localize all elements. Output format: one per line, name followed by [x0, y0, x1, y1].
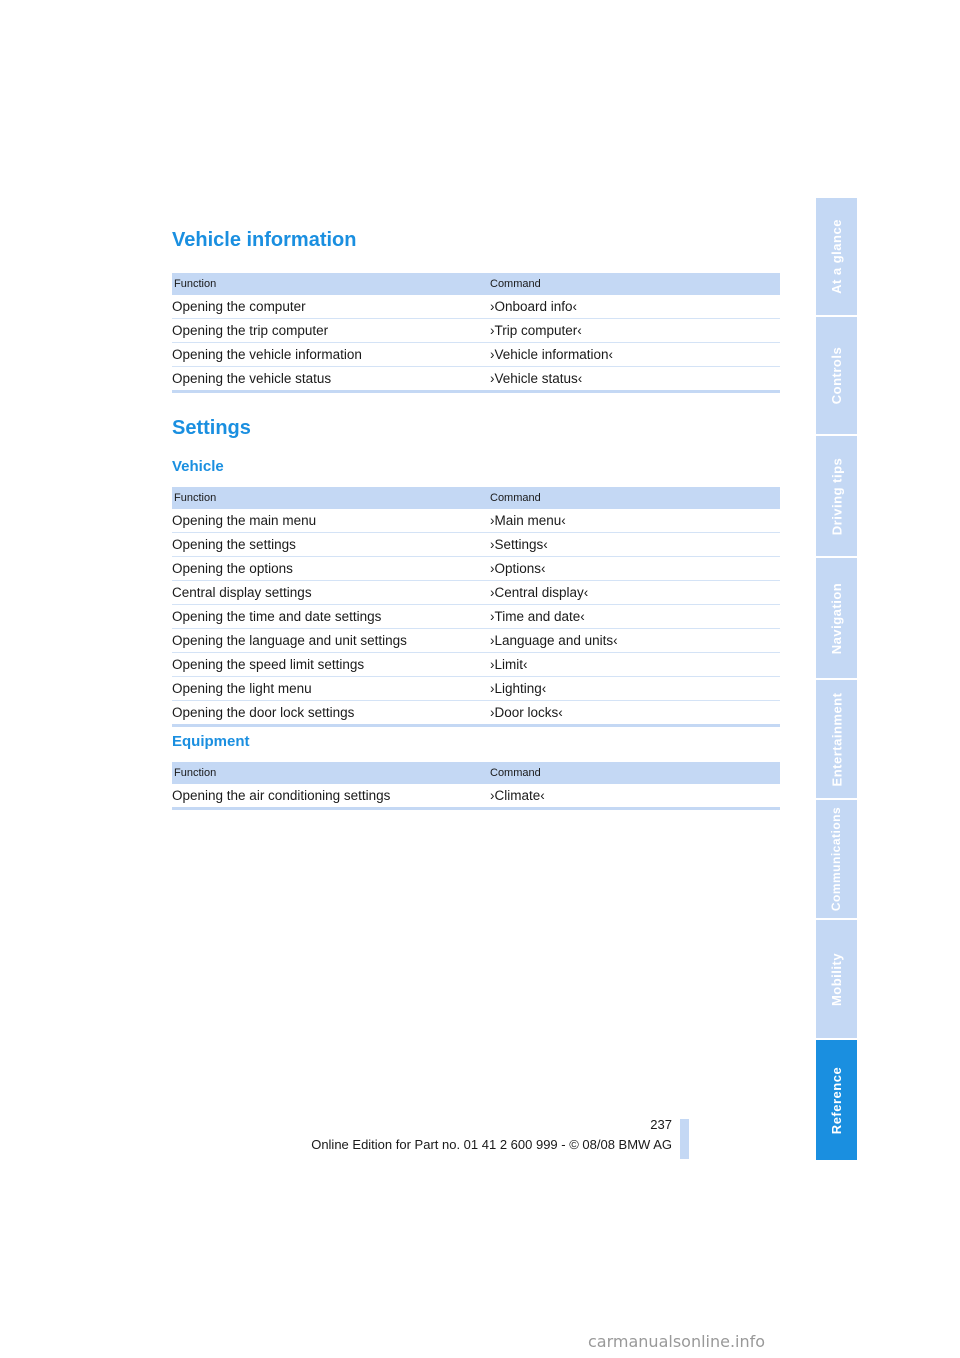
- function-cell: Opening the options: [172, 561, 293, 576]
- header-command: Command: [490, 767, 541, 779]
- tab-navigation[interactable]: [816, 558, 857, 678]
- function-cell: Opening the language and unit settings: [172, 633, 407, 648]
- page-number: 237: [650, 1117, 672, 1132]
- section-title-vehicle-information: Vehicle information: [172, 229, 357, 251]
- table-row: [172, 701, 780, 727]
- command-cell: ›Vehicle status‹: [490, 371, 583, 386]
- table-row: [172, 784, 780, 810]
- command-cell: ›Language and units‹: [490, 633, 618, 648]
- table-row: [172, 605, 780, 629]
- tab-label: Mobility: [829, 952, 845, 1006]
- equipment-settings-table: [172, 762, 780, 810]
- table-row: [172, 653, 780, 677]
- tab-label: Driving tips: [829, 457, 845, 535]
- vehicle-information-table: [172, 273, 780, 393]
- command-cell: ›Door locks‹: [490, 705, 563, 720]
- table-row: [172, 295, 780, 319]
- function-cell: Opening the door lock settings: [172, 705, 355, 720]
- tab-reference[interactable]: [816, 1040, 857, 1160]
- command-cell: ›Settings‹: [490, 537, 548, 552]
- watermark: carmanualsonline.info: [588, 1332, 766, 1351]
- function-cell: Opening the time and date settings: [172, 609, 382, 624]
- header-function: Function: [174, 767, 217, 779]
- table-row: [172, 367, 780, 393]
- tab-label: At a glance: [829, 219, 845, 294]
- command-cell: ›Options‹: [490, 561, 546, 576]
- function-cell: Opening the computer: [172, 299, 306, 314]
- table-row: [172, 343, 780, 367]
- function-cell: Opening the vehicle information: [172, 347, 362, 362]
- vehicle-settings-table: [172, 487, 780, 727]
- subsection-title-equipment: Equipment: [172, 733, 250, 750]
- table-row: [172, 319, 780, 343]
- header-function: Function: [174, 278, 217, 290]
- command-cell: ›Climate‹: [490, 788, 545, 803]
- command-cell: ›Limit‹: [490, 657, 528, 672]
- table-header: [172, 762, 780, 784]
- command-cell: ›Central display‹: [490, 585, 589, 600]
- tab-driving-tips[interactable]: [816, 436, 857, 556]
- command-cell: ›Onboard info‹: [490, 299, 578, 314]
- table-row: [172, 557, 780, 581]
- tab-label: Entertainment: [829, 692, 844, 786]
- tab-communications[interactable]: [816, 800, 857, 918]
- header-command: Command: [490, 278, 541, 290]
- function-cell: Opening the vehicle status: [172, 371, 332, 386]
- tab-label: Controls: [829, 346, 845, 405]
- header-command: Command: [490, 492, 541, 504]
- table-row: [172, 533, 780, 557]
- tab-label: Navigation: [829, 582, 844, 654]
- section-title-settings: Settings: [172, 417, 251, 439]
- subsection-title-vehicle: Vehicle: [172, 458, 224, 475]
- function-cell: Opening the settings: [172, 537, 296, 552]
- function-cell: Opening the light menu: [172, 681, 312, 696]
- table-row: [172, 677, 780, 701]
- table-row: [172, 629, 780, 653]
- function-cell: Central display settings: [172, 585, 312, 600]
- tab-controls[interactable]: [816, 317, 857, 434]
- command-cell: ›Trip computer‹: [490, 323, 582, 338]
- table-header: [172, 273, 780, 295]
- function-cell: Opening the speed limit settings: [172, 657, 365, 672]
- command-cell: ›Lighting‹: [490, 681, 547, 696]
- footer-bar: [680, 1119, 689, 1159]
- tab-mobility[interactable]: [816, 920, 857, 1038]
- tab-label: Reference: [829, 1066, 844, 1134]
- table-row: [172, 581, 780, 605]
- tab-at-a-glance[interactable]: [816, 198, 857, 315]
- tab-label: Communications: [829, 806, 844, 912]
- command-cell: ›Time and date‹: [490, 609, 585, 624]
- function-cell: Opening the trip computer: [172, 323, 329, 338]
- table-header: [172, 487, 780, 509]
- table-row: [172, 509, 780, 533]
- tab-entertainment[interactable]: [816, 680, 857, 798]
- header-function: Function: [174, 492, 217, 504]
- function-cell: Opening the air conditioning settings: [172, 788, 391, 803]
- chapter-tabs: [816, 198, 857, 1160]
- function-cell: Opening the main menu: [172, 513, 317, 528]
- command-cell: ›Main menu‹: [490, 513, 566, 528]
- footer-text: Online Edition for Part no. 01 41 2 600 999 - © 08/08 BMW AG: [311, 1137, 672, 1152]
- command-cell: ›Vehicle information‹: [490, 347, 614, 362]
